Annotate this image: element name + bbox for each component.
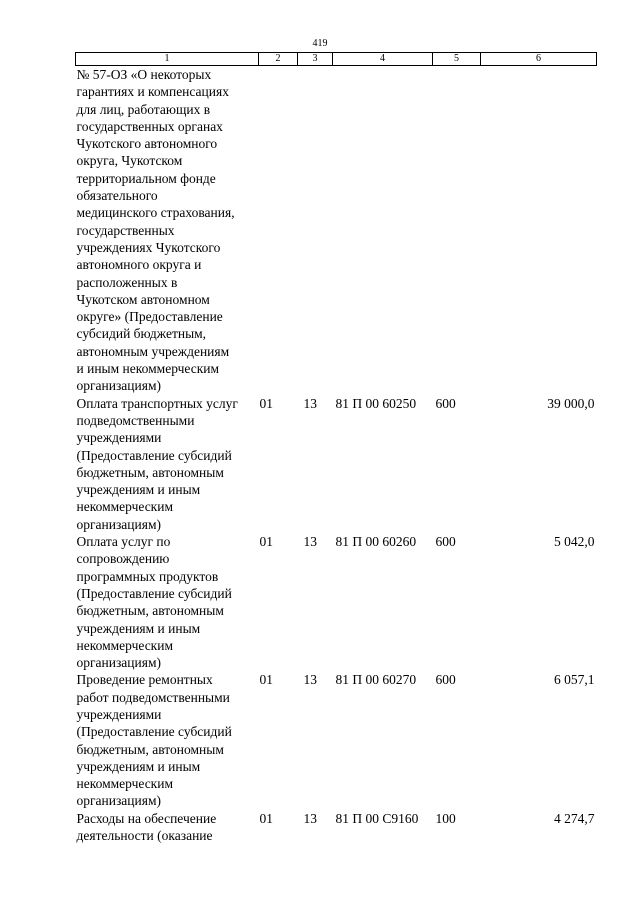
row-subsection bbox=[298, 66, 333, 395]
row-amount: 39 000,0 bbox=[547, 395, 595, 411]
row-expense-type bbox=[433, 66, 481, 395]
row-expense-type: 600 bbox=[435, 395, 456, 411]
row-target-article: 81 П 00 60270 bbox=[335, 672, 417, 688]
column-number-5: 5 bbox=[433, 53, 481, 66]
row-section: 01 bbox=[259, 534, 273, 550]
column-number-4: 4 bbox=[333, 53, 433, 66]
row-section: 01 bbox=[259, 672, 273, 688]
table-row bbox=[76, 810, 597, 845]
row-subsection: 13 bbox=[303, 534, 317, 550]
column-number-6: 6 bbox=[481, 53, 597, 66]
column-number-2: 2 bbox=[259, 53, 298, 66]
row-amount: 6 057,1 bbox=[554, 672, 595, 688]
page-number: 419 bbox=[312, 38, 328, 49]
row-expense-type: 600 bbox=[435, 672, 456, 688]
table-row bbox=[76, 671, 597, 809]
table-row bbox=[76, 533, 597, 671]
column-number-3: 3 bbox=[298, 53, 333, 66]
row-amount: 5 042,0 bbox=[554, 534, 595, 550]
column-number-header bbox=[76, 53, 597, 66]
row-expense-type: 100 bbox=[435, 810, 456, 826]
table-row bbox=[76, 66, 597, 395]
row-amount: 4 274,7 bbox=[554, 810, 595, 826]
row-description: Оплата услуг по сопровождению программных продуктов (Предоставление субсидий бюджетным, автономным учреждениям и иным некоммерческим организациям) bbox=[76, 534, 232, 671]
row-subsection: 13 bbox=[303, 810, 317, 826]
row-target-article: 81 П 00 60250 bbox=[335, 395, 417, 411]
row-subsection: 13 bbox=[303, 672, 317, 688]
column-number-1: 1 bbox=[76, 53, 259, 66]
row-subsection: 13 bbox=[303, 395, 317, 411]
row-amount bbox=[481, 66, 597, 395]
row-target-article: 81 П 00 60260 bbox=[335, 534, 417, 550]
row-section: 01 bbox=[259, 810, 273, 826]
row-target-article bbox=[333, 66, 433, 395]
row-section: 01 bbox=[259, 395, 273, 411]
table-row bbox=[76, 395, 597, 533]
row-target-article: 81 П 00 С9160 bbox=[335, 810, 419, 826]
row-expense-type: 600 bbox=[435, 534, 456, 550]
budget-table bbox=[75, 52, 597, 844]
row-description: Оплата транспортных услуг подведомственными учреждениями (Предоставление субсидий бюджетным, автономным учреждениям и иным некоммерческим организациям) bbox=[76, 395, 238, 532]
row-description: № 57-ОЗ «О некоторых гарантиях и компенсациях для лиц, работающих в государственных органах Чукотского автономного округа, Чукотском территориальном фонде обязательного медицинского страхования, государственных учреждениях Чукотского автономного округа и расположенных в Чукотском автономном округе» (Предоставление субсидий бюджетным, автономным учреждениям и иным некоммерческим организациям) bbox=[76, 67, 235, 394]
row-description: Проведение ремонтных работ подведомственными учреждениями (Предоставление субсидий бюджетным, автономным учреждениям и иным некоммерческим организациям) bbox=[76, 672, 232, 809]
row-section bbox=[259, 66, 298, 395]
row-description: Расходы на обеспечение деятельности (оказание bbox=[76, 810, 217, 844]
